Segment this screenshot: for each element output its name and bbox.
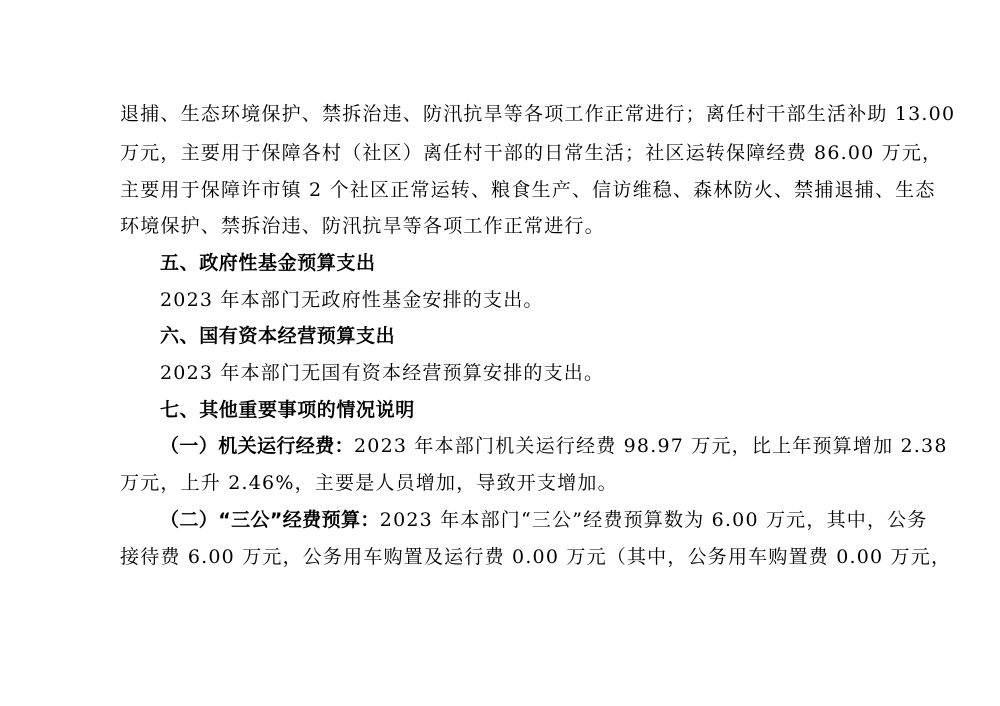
section-heading-6: 六、国有资本经营预算支出 <box>160 325 396 347</box>
section-heading-7: 七、其他重要事项的情况说明 <box>160 399 415 421</box>
subsection-text: 2023 年本部门“三公”经费预算数为 6.00 万元，其中，公务 <box>379 509 928 531</box>
paragraph-line: 环境保护、禁拆治违、防汛抗旱等各项工作正常进行。 <box>120 215 605 237</box>
subsection-label-1: （一）机关运行经费： <box>160 435 355 457</box>
section-heading-5: 五、政府性基金预算支出 <box>160 252 376 274</box>
section-body-6: 2023 年本部门无国有资本经营预算安排的支出。 <box>160 362 605 384</box>
subsection-text: 2023 年本部门机关运行经费 98.97 万元，比上年预算增加 2.38 <box>354 435 948 457</box>
subsection-line <box>160 508 928 532</box>
paragraph-line: 万元，上升 2.46%，主要是人员增加，导致开支增加。 <box>120 472 618 494</box>
paragraph-line: 万元，主要用于保障各村（社区）离任村干部的日常生活；社区运转保障经费 86.00 万元， <box>120 142 943 164</box>
section-body-5: 2023 年本部门无政府性基金安排的支出。 <box>160 289 544 311</box>
paragraph-line: 主要用于保障许市镇 2 个社区正常运转、粮食生产、信访维稳、森林防火、禁捕退捕、生态 <box>120 179 936 201</box>
paragraph-line: 接待费 6.00 万元，公务用车购置及运行费 0.00 万元（其中，公务用车购置费 0.00 万元， <box>120 546 952 568</box>
subsection-line <box>160 434 948 458</box>
paragraph-line: 退捕、生态环境保护、禁拆治违、防汛抗旱等各项工作正常进行；离任村干部生活补助 13.00 <box>120 103 956 125</box>
subsection-label-2: （二）“三公”经费预算： <box>160 509 380 531</box>
